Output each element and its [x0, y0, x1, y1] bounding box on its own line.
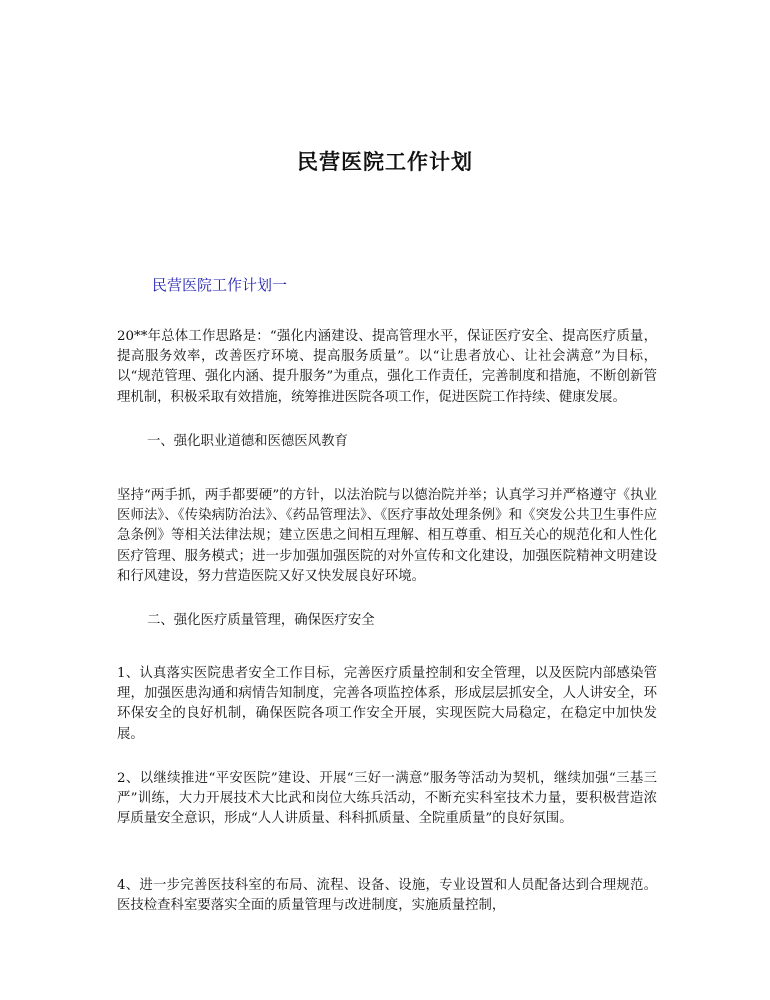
paragraph-4: 4、进一步完善医技科室的布局、流程、设备、设施，专业设置和人员配备达到合理规范。医技检查科室要落实全面的质量管理与改进制度，实施质量控制，	[117, 878, 657, 914]
section-heading: 民营医院工作计划一	[152, 276, 288, 294]
subheading-1: 一、强化职业道德和医德医风教育	[147, 434, 348, 449]
paragraph-3: 2、以继续推进“平安医院”建设、开展“三好一满意”服务等活动为契机，继续加强“三基三严”训练，大力开展技术大比武和岗位大练兵活动，不断充实科室技术力量，要积极营造浓厚质量安全意识，形成“人人讲质量、科科抓质量、全院重质量”的良好氛围。	[117, 771, 657, 827]
subheading-2: 二、强化医疗质量管理，确保医疗安全	[147, 613, 375, 628]
document-title: 民营医院工作计划	[297, 149, 473, 174]
paragraph-2: 1、认真落实医院患者安全工作目标，完善医疗质量控制和安全管理，以及医院内部感染管理，加强医患沟通和病情告知制度，完善各项监控体系，形成层层抓安全，人人讲安全，环环保安全的良好机制，确保医院各项工作安全开展，实现医院大局稳定，在稳定中加快发展。	[117, 666, 657, 742]
paragraph-1: 坚持“两手抓，两手都要硬”的方针，以法治院与以德治院并举；认真学习并严格遵守《执业医师法》、《传染病防治法》、《药品管理法》、《医疗事故处理条例》和《突发公共卫生事件应急条例》等相关法律法规；建立医患之间相互理解、相互尊重、相互关心的规范化和人性化医疗管理、服务模式；进一步加强加强医院的对外宣传和文化建设，加强医院精神文明建设和行风建设，努力营造医院又好又快发展良好环境。	[117, 488, 657, 584]
intro-paragraph: 20**年总体工作思路是：“强化内涵建设、提高管理水平，保证医疗安全、提高医疗质量，提高服务效率，改善医疗环境、提高服务质量”。以“让患者放心、让社会满意”为目标，以“规范管理、强化内涵、提升服务”为重点，强化工作责任，完善制度和措施，不断创新管理机制，积极采取有效措施，统筹推进医院各项工作，促进医院工作持续、健康发展。	[117, 329, 657, 405]
